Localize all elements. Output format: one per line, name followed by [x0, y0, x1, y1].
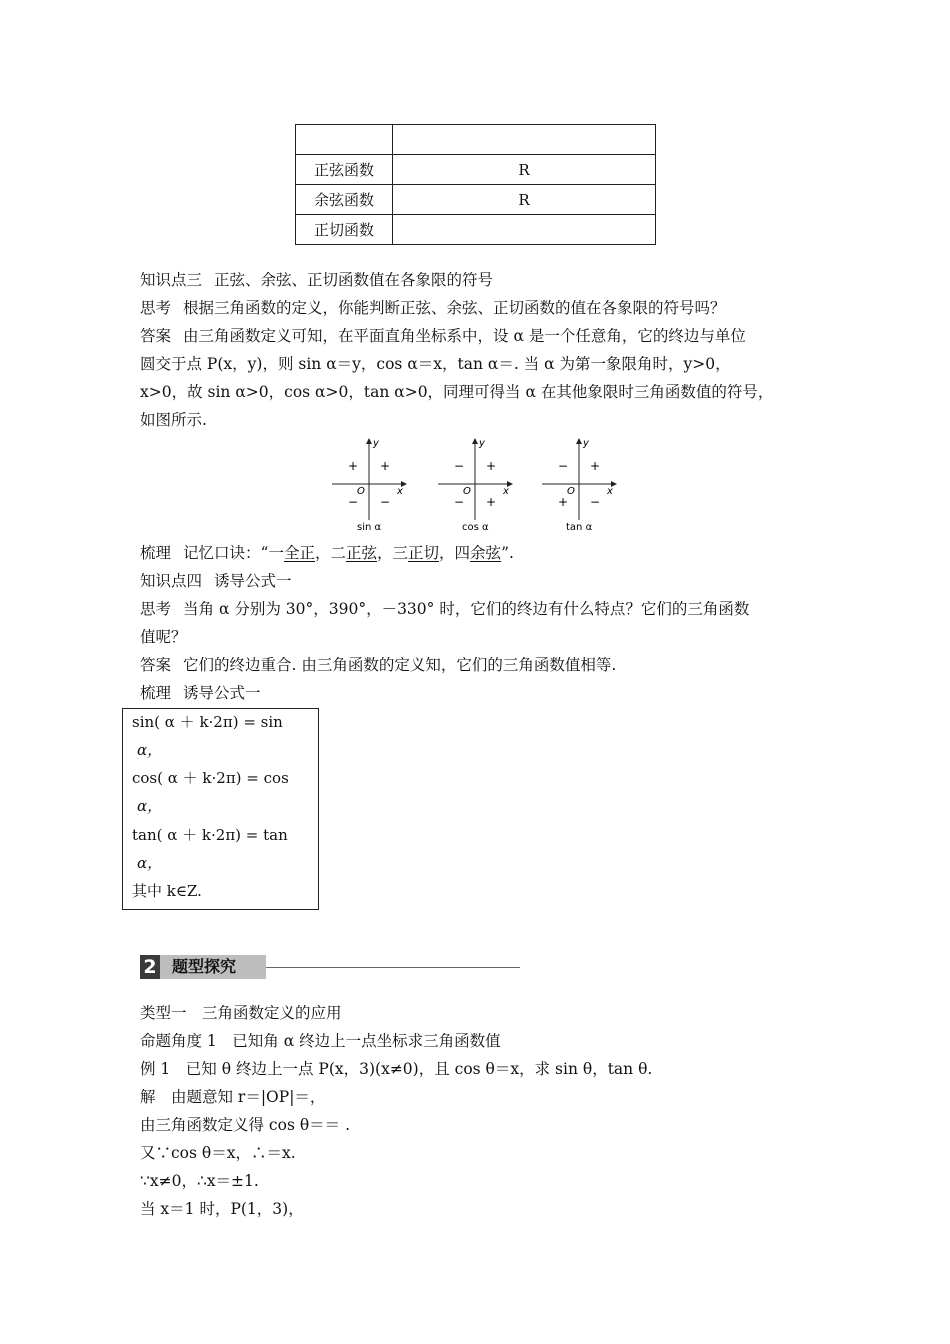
- kp3-label: 知识点三: [140, 271, 203, 289]
- y-label: y: [479, 438, 485, 449]
- table-cell: [296, 125, 393, 155]
- sin-sign-diagram: [332, 438, 406, 533]
- y-label: y: [583, 438, 589, 449]
- section-number-badge: 2: [140, 955, 160, 979]
- mnemonic-blank-3: 正切: [408, 544, 440, 562]
- origin-label: O: [463, 486, 471, 497]
- summary-text: ，二: [314, 544, 346, 562]
- q3-sign: −: [348, 495, 359, 509]
- summary-label: 梳理: [140, 684, 172, 702]
- q3-sign: −: [454, 495, 465, 509]
- kp3-answer-line-1: [140, 326, 746, 346]
- kp4-label: 知识点四: [140, 572, 203, 590]
- table-row: [296, 185, 656, 215]
- y-label: y: [373, 438, 379, 449]
- cos-sign-diagram: [438, 438, 512, 533]
- formula-line: α，: [137, 797, 163, 815]
- x-label: x: [607, 486, 613, 497]
- diagram-caption: tan α: [566, 522, 593, 533]
- formula-line: 其中 k∈Z.: [132, 882, 202, 900]
- kp3-answer-line-2: 圆交于点 P(x，y)，则 sin α＝y，cos α＝x，tan α＝. 当 α 为第一象限角时，y>0，: [140, 355, 731, 373]
- think-label: 思考: [140, 600, 172, 618]
- summary-text: ，三: [377, 544, 409, 562]
- induction-formula-box: [122, 708, 319, 910]
- section-divider: [266, 967, 520, 968]
- table-cell: 正切函数: [296, 215, 393, 245]
- summary-text: ，四: [439, 544, 471, 562]
- table-cell: R: [393, 155, 656, 185]
- think-text: 根据三角函数的定义，你能判断正弦、余弦、正切函数的值在各象限的符号吗？: [183, 299, 726, 317]
- summary-text: 记忆口诀：“一: [183, 544, 284, 562]
- kp4-heading: [140, 571, 292, 591]
- think-text: 当角 α 分别为 30°，390°，－330° 时，它们的终边有什么特点？它们的三角函数: [183, 600, 750, 618]
- table-cell: 正弦函数: [296, 155, 393, 185]
- q1-sign: +: [590, 459, 601, 473]
- summary-text: ”.: [501, 544, 514, 562]
- kp4-think-line-2: 值呢？: [140, 628, 187, 646]
- summary-text: 诱导公式一: [183, 684, 261, 702]
- kp4-think-line-1: [140, 599, 749, 619]
- q1-sign: +: [486, 459, 497, 473]
- mnemonic-blank-2: 正弦: [345, 544, 377, 562]
- kp3-answer-line-3: x>0，故 sin α>0，cos α>0，tan α>0，同理可得当 α 在其他象限时三角函数值的符号，: [140, 383, 774, 401]
- kp3-summary: [140, 543, 514, 563]
- solution-line: 又∵cos θ＝x，∴＝x.: [140, 1144, 296, 1162]
- answer-label: 答案: [140, 656, 172, 674]
- origin-label: O: [357, 486, 365, 497]
- diagram-caption: cos α: [462, 522, 489, 533]
- kp3-title: 正弦、余弦、正切函数值在各象限的符号: [214, 271, 494, 289]
- q4-sign: −: [380, 495, 391, 509]
- q4-sign: −: [590, 495, 601, 509]
- table-row: [296, 215, 656, 245]
- table-cell: [393, 215, 656, 245]
- kp3-heading: [140, 270, 493, 290]
- solution-line: 解 由题意知 r＝|OP|＝，: [140, 1088, 326, 1106]
- formula-line: α，: [137, 854, 163, 872]
- answer-text: 它们的终边重合. 由三角函数的定义知，它们的三角函数值相等.: [183, 656, 617, 674]
- kp3-answer-line-4: 如图所示.: [140, 411, 207, 429]
- q2-sign: −: [558, 459, 569, 473]
- solution-line: 当 x＝1 时，P(1，3)，: [140, 1200, 304, 1218]
- diagram-caption: sin α: [357, 522, 382, 533]
- mnemonic-blank-4: 余弦: [470, 544, 502, 562]
- answer-text: 由三角函数定义可知，在平面直角坐标系中，设 α 是一个任意角，它的终边与单位: [183, 327, 746, 345]
- x-label: x: [397, 486, 403, 497]
- formula-line: sin( α ＋ k·2π) = sin: [132, 713, 283, 731]
- kp4-title: 诱导公式一: [214, 572, 292, 590]
- formula-line: α，: [137, 741, 163, 759]
- mnemonic-blank-1: 全正: [283, 544, 315, 562]
- answer-label: 答案: [140, 327, 172, 345]
- solution-line: ∵x≠0，∴x＝±1.: [140, 1172, 259, 1190]
- q2-sign: −: [454, 459, 465, 473]
- angle-heading: 命题角度 1 已知角 α 终边上一点坐标求三角函数值: [140, 1032, 501, 1050]
- kp3-think: [140, 298, 726, 318]
- q3-sign: +: [558, 495, 569, 509]
- formula-line: cos( α ＋ k·2π) = cos: [132, 769, 289, 787]
- table-row: [296, 155, 656, 185]
- tan-sign-diagram: [542, 438, 616, 533]
- section-title: 题型探究: [160, 955, 266, 979]
- table-row: [296, 125, 656, 155]
- x-label: x: [503, 486, 509, 497]
- origin-label: O: [567, 486, 575, 497]
- q1-sign: +: [380, 459, 391, 473]
- quadrant-sign-diagrams: [328, 434, 628, 536]
- table-cell: [393, 125, 656, 155]
- table-cell: 余弦函数: [296, 185, 393, 215]
- example-1: 例 1 已知 θ 终边上一点 P(x，3)(x≠0)，且 cos θ＝x，求 sin θ，tan θ.: [140, 1060, 653, 1078]
- type-heading: 类型一 三角函数定义的应用: [140, 1004, 342, 1022]
- domain-table: [295, 124, 656, 245]
- kp4-summary: [140, 683, 261, 703]
- solution-line: 由三角函数定义得 cos θ＝＝ .: [140, 1116, 351, 1134]
- kp4-answer: [140, 655, 616, 675]
- table-cell: R: [393, 185, 656, 215]
- think-label: 思考: [140, 299, 172, 317]
- formula-line: tan( α ＋ k·2π) = tan: [132, 826, 288, 844]
- q4-sign: +: [486, 495, 497, 509]
- summary-label: 梳理: [140, 544, 172, 562]
- q2-sign: +: [348, 459, 359, 473]
